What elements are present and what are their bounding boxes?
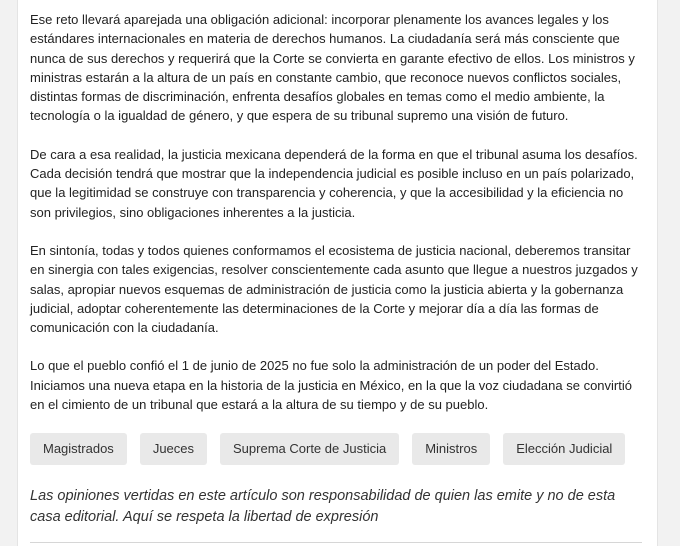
tag-suprema-corte-de-justicia[interactable]: Suprema Corte de Justicia (220, 433, 399, 465)
tag-jueces[interactable]: Jueces (140, 433, 207, 465)
article-paragraph: De cara a esa realidad, la justicia mexicana dependerá de la forma en que el tribunal asuma los desafíos. Cada decisión tendrá que mostrar que la independencia judicial es posible incluso en un país polarizado, que la legitimidad se construye con transparencia y coherencia, y que la accesibilidad y la eficiencia no son privilegios, sino obligaciones inherentes a la justicia. (30, 146, 638, 220)
right-sidebar-edge (668, 0, 680, 546)
tag-magistrados[interactable]: Magistrados (30, 433, 127, 465)
section-divider (30, 542, 642, 543)
article-paragraph: Lo que el pueblo confió el 1 de junio de 2025 no fue solo la administración de un poder del Estado. Iniciamos una nueva etapa en la historia de la justicia en México, en la que la voz ciudadana se convirtió en el cimiento de un tribunal que estará a la altura de su tiempo y de su pueblo. (30, 358, 632, 413)
article-body (30, 10, 644, 528)
tag-eleccion-judicial[interactable]: Elección Judicial (503, 433, 625, 465)
tag-ministros[interactable]: Ministros (412, 433, 490, 465)
tag-list (30, 433, 644, 465)
article-paragraph: Ese reto llevará aparejada una obligación adicional: incorporar plenamente los avances legales y los estándares internacionales en materia de derechos humanos. La ciudadanía será más consciente que nunca de sus derechos y requerirá que la Corte se convierta en garante efectivo de ellos. Los ministros y ministras estarán a la altura de un país en constante cambio, que reconoce nuevos conflictos sociales, distintas formas de discriminación, enfrenta desafíos globales en temas como el medio ambiente, la tecnología o la igualdad de género, y que espera de su tribunal supremo una visión de futuro. (30, 12, 635, 124)
editorial-disclaimer: Las opiniones vertidas en este artículo son responsabilidad de quien las emite y no de esta casa editorial. Aquí se respeta la libertad de expresión (30, 488, 616, 526)
article-paragraph: En sintonía, todas y todos quienes conformamos el ecosistema de justicia nacional, deberemos transitar en sinergia con tales exigencias, resolver conscientemente cada asunto que llegue a nuestros juzgados y salas, apropiar nuevos esquemas de administración de justicia como la justicia abierta y la gobernanza judicial, adoptar coherentemente las determinaciones de la Corte y mejorar día a día las formas de comunicación con la ciudadanía. (30, 242, 638, 336)
article-container (17, 0, 658, 546)
